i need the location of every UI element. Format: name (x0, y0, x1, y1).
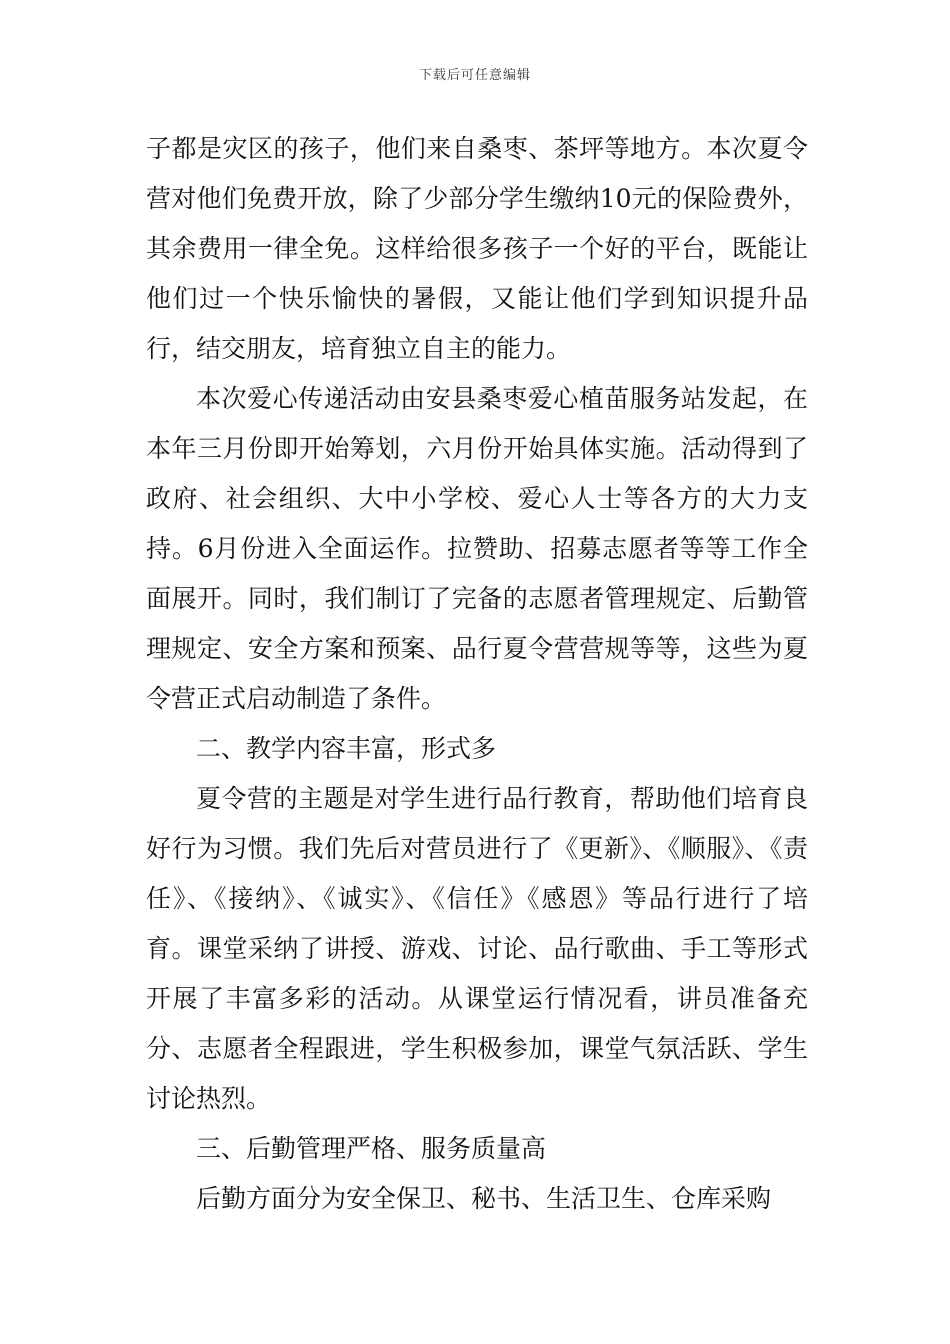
document-body (146, 124, 808, 1224)
section-heading-3: 三、后勤管理严格、服务质量高 (196, 1134, 547, 1163)
paragraph-1: 子都是灾区的孩子，他们来自桑枣、茶坪等地方。本次夏令营对他们免费开放，除了少部分学生缴纳10元的保险费外，其余费用一律全免。这样给很多孩子一个好的平台，既能让他们过一个快乐愉快的暑假，又能让他们学到知识提升品行，结交朋友，培育独立自主的能力。 (146, 134, 808, 363)
paragraph-4: 后勤方面分为安全保卫、秘书、生活卫生、仓库采购 (196, 1184, 772, 1213)
paragraph-3: 夏令营的主题是对学生进行品行教育，帮助他们培育良好行为习惯。我们先后对营员进行了《更新》、《顺服》、《责任》、《接纳》、《诚实》、《信任》《感恩》等品行进行了培育。课堂采纳了讲授、游戏、讨论、品行歌曲、手工等形式开展了丰富多彩的活动。从课堂运行情况看，讲员准备充分、志愿者全程跟进，学生积极参加，课堂气氛活跃、学生讨论热烈。 (146, 784, 808, 1113)
section-heading-2: 二、教学内容丰富，形式多 (196, 734, 497, 763)
page-header-note: 下载后可任意编辑 (418, 68, 531, 83)
paragraph-2: 本次爱心传递活动由安县桑枣爱心植苗服务站发起，在本年三月份即开始筹划，六月份开始具体实施。活动得到了政府、社会组织、大中小学校、爱心人士等各方的大力支持。6月份进入全面运作。拉赞助、招募志愿者等等工作全面展开。同时，我们制订了完备的志愿者管理规定、后勤管理规定、安全方案和预案、品行夏令营营规等等，这些为夏令营正式启动制造了条件。 (146, 384, 808, 713)
